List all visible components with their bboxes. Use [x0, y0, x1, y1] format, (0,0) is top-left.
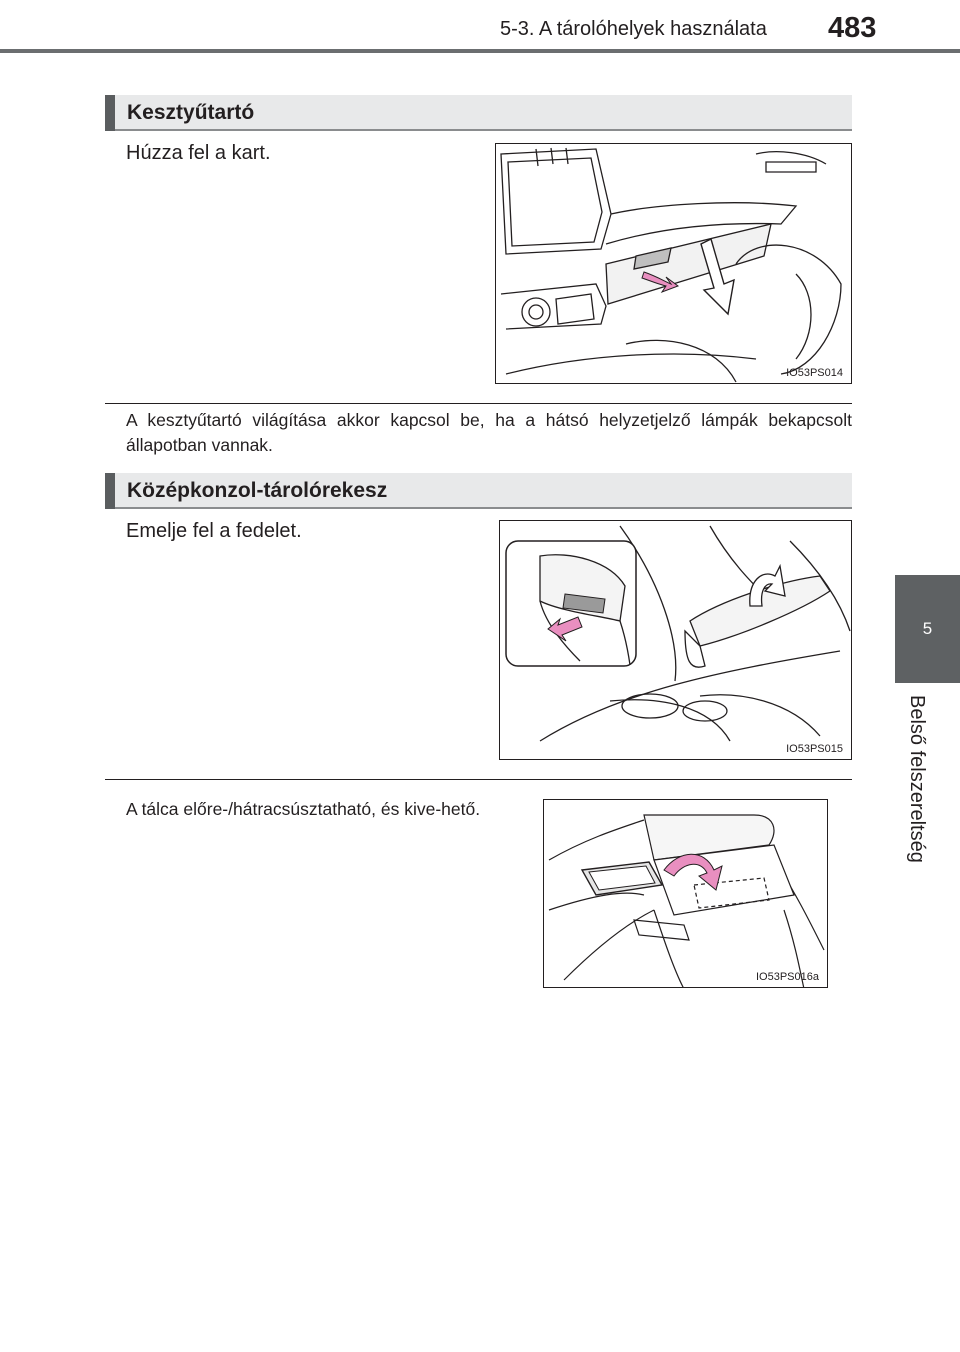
tray-illustration [543, 799, 828, 988]
running-header-title: 5-3. A tárolóhelyek használata [500, 18, 767, 40]
section-title: Kesztyűtartó [127, 101, 255, 124]
figure-code: IO53PS015 [786, 743, 843, 755]
instruction-text: Húzza fel a kart. [126, 142, 271, 164]
divider-rule [105, 779, 852, 780]
chapter-tab [895, 575, 960, 683]
section-accent [105, 95, 115, 131]
section-heading-glovebox [105, 95, 852, 131]
figure-code: IO53PS016a [756, 971, 819, 983]
note-text: A kesztyűtartó világítása akkor kapcsol be, ha a hátsó helyzetjelző lámpák bekapcsolt állapotban vannak. [126, 410, 852, 455]
glovebox-illustration [495, 143, 852, 384]
instruction-text: Emelje fel a fedelet. [126, 520, 302, 542]
section-title: Középkonzol-tárolórekesz [127, 479, 388, 502]
console-lid-illustration [499, 520, 852, 760]
section-accent [105, 473, 115, 509]
divider-rule [105, 403, 852, 404]
chapter-number: 5 [922, 619, 933, 638]
section-heading-console [105, 473, 852, 509]
figure-code: IO53PS014 [786, 367, 843, 379]
note-text: A tálca előre-/hátracsúsztatható, és kive-hető. [126, 799, 481, 819]
chapter-label: Belső felszereltség [906, 695, 928, 863]
page-number: 483 [828, 12, 877, 44]
header-rule [0, 49, 960, 53]
